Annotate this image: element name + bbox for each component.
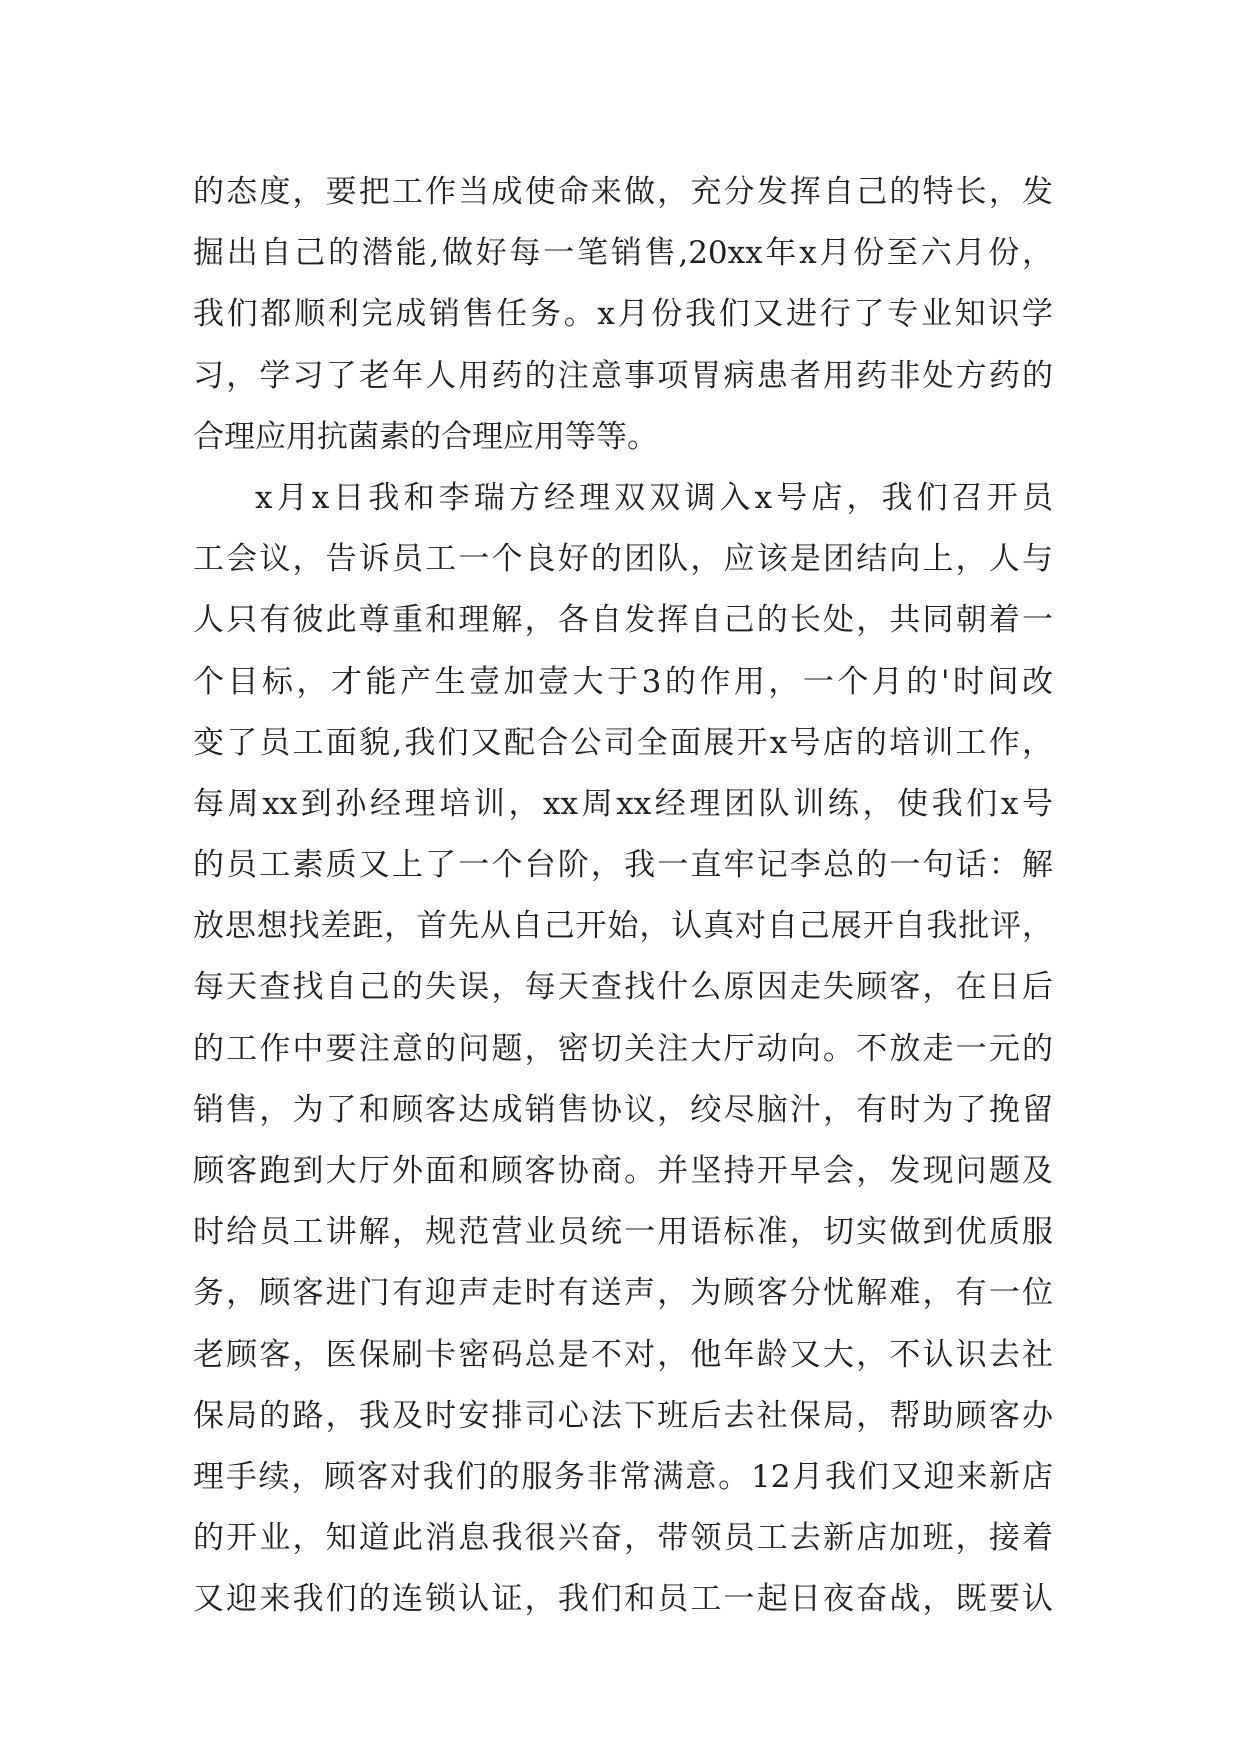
text-line: 习，学习了老年人用药的注意事项胃病患者用药非处方药的	[193, 357, 1053, 394]
text-line: 的态度，要把工作当成使命来做，充分发挥自己的特长，发	[193, 174, 1053, 210]
text-line: 我们都顺利完成销售任务。x月份我们又进行了专业知识学	[193, 296, 1053, 333]
text-line: 又迎来我们的连锁认证，我们和员工一起日夜奋战，既要认	[193, 1581, 1053, 1618]
text-line: 变了员工面貌,我们又配合公司全面展开x号店的培训工作，	[193, 724, 1053, 761]
text-line: 掘出自己的潜能,做好每一笔销售,20xx年x月份至六月份，	[193, 235, 1053, 272]
text-line: x月x日我和李瑞方经理双双调入x号店，我们召开员	[255, 479, 1053, 516]
text-line: 人只有彼此尊重和理解，各自发挥自己的长处，共同朝着一	[193, 602, 1053, 639]
text-line: 放思想找差距，首先从自己开始，认真对自己展开自我批评，	[193, 908, 1053, 945]
text-line: 个目标，才能产生壹加壹大于3的作用，一个月的'时间改	[193, 663, 1053, 700]
text-line: 时给员工讲解，规范营业员统一用语标准，切实做到优质服	[193, 1214, 1053, 1251]
text-line: 每天查找自己的失误，每天查找什么原因走失顾客，在日后	[193, 969, 1053, 1006]
text-line: 理手续，顾客对我们的服务非常满意。12月我们又迎来新店	[193, 1458, 1053, 1495]
text-line: 的工作中要注意的问题，密切关注大厅动向。不放走一元的	[193, 1030, 1053, 1067]
text-line: 保局的路，我及时安排司心法下班后去社保局，帮助顾客办	[193, 1397, 1053, 1434]
text-line: 合理应用抗菌素的合理应用等等。	[193, 418, 658, 455]
text-line: 销售，为了和顾客达成销售协议，绞尽脑汁，有时为了挽留	[193, 1091, 1053, 1128]
text-line: 顾客跑到大厅外面和顾客协商。并坚持开早会，发现问题及	[193, 1153, 1053, 1189]
text-line: 的员工素质又上了一个台阶，我一直牢记李总的一句话：解	[193, 847, 1053, 884]
paragraph-1	[193, 162, 1053, 468]
text-line: 务，顾客进门有迎声走时有送声，为顾客分忧解难，有一位	[193, 1275, 1053, 1312]
text-line: 工会议，告诉员工一个良好的团队，应该是团结向上，人与	[193, 541, 1053, 578]
text-line: 老顾客，医保刷卡密码总是不对，他年龄又大，不认识去社	[193, 1336, 1053, 1373]
text-line: 的开业，知道此消息我很兴奋，带领员工去新店加班，接着	[193, 1520, 1053, 1557]
body-text	[193, 162, 1053, 1631]
paragraph-2	[193, 468, 1053, 1631]
text-line: 每周xx到孙经理培训，xx周xx经理团队训练，使我们x号	[193, 785, 1053, 822]
